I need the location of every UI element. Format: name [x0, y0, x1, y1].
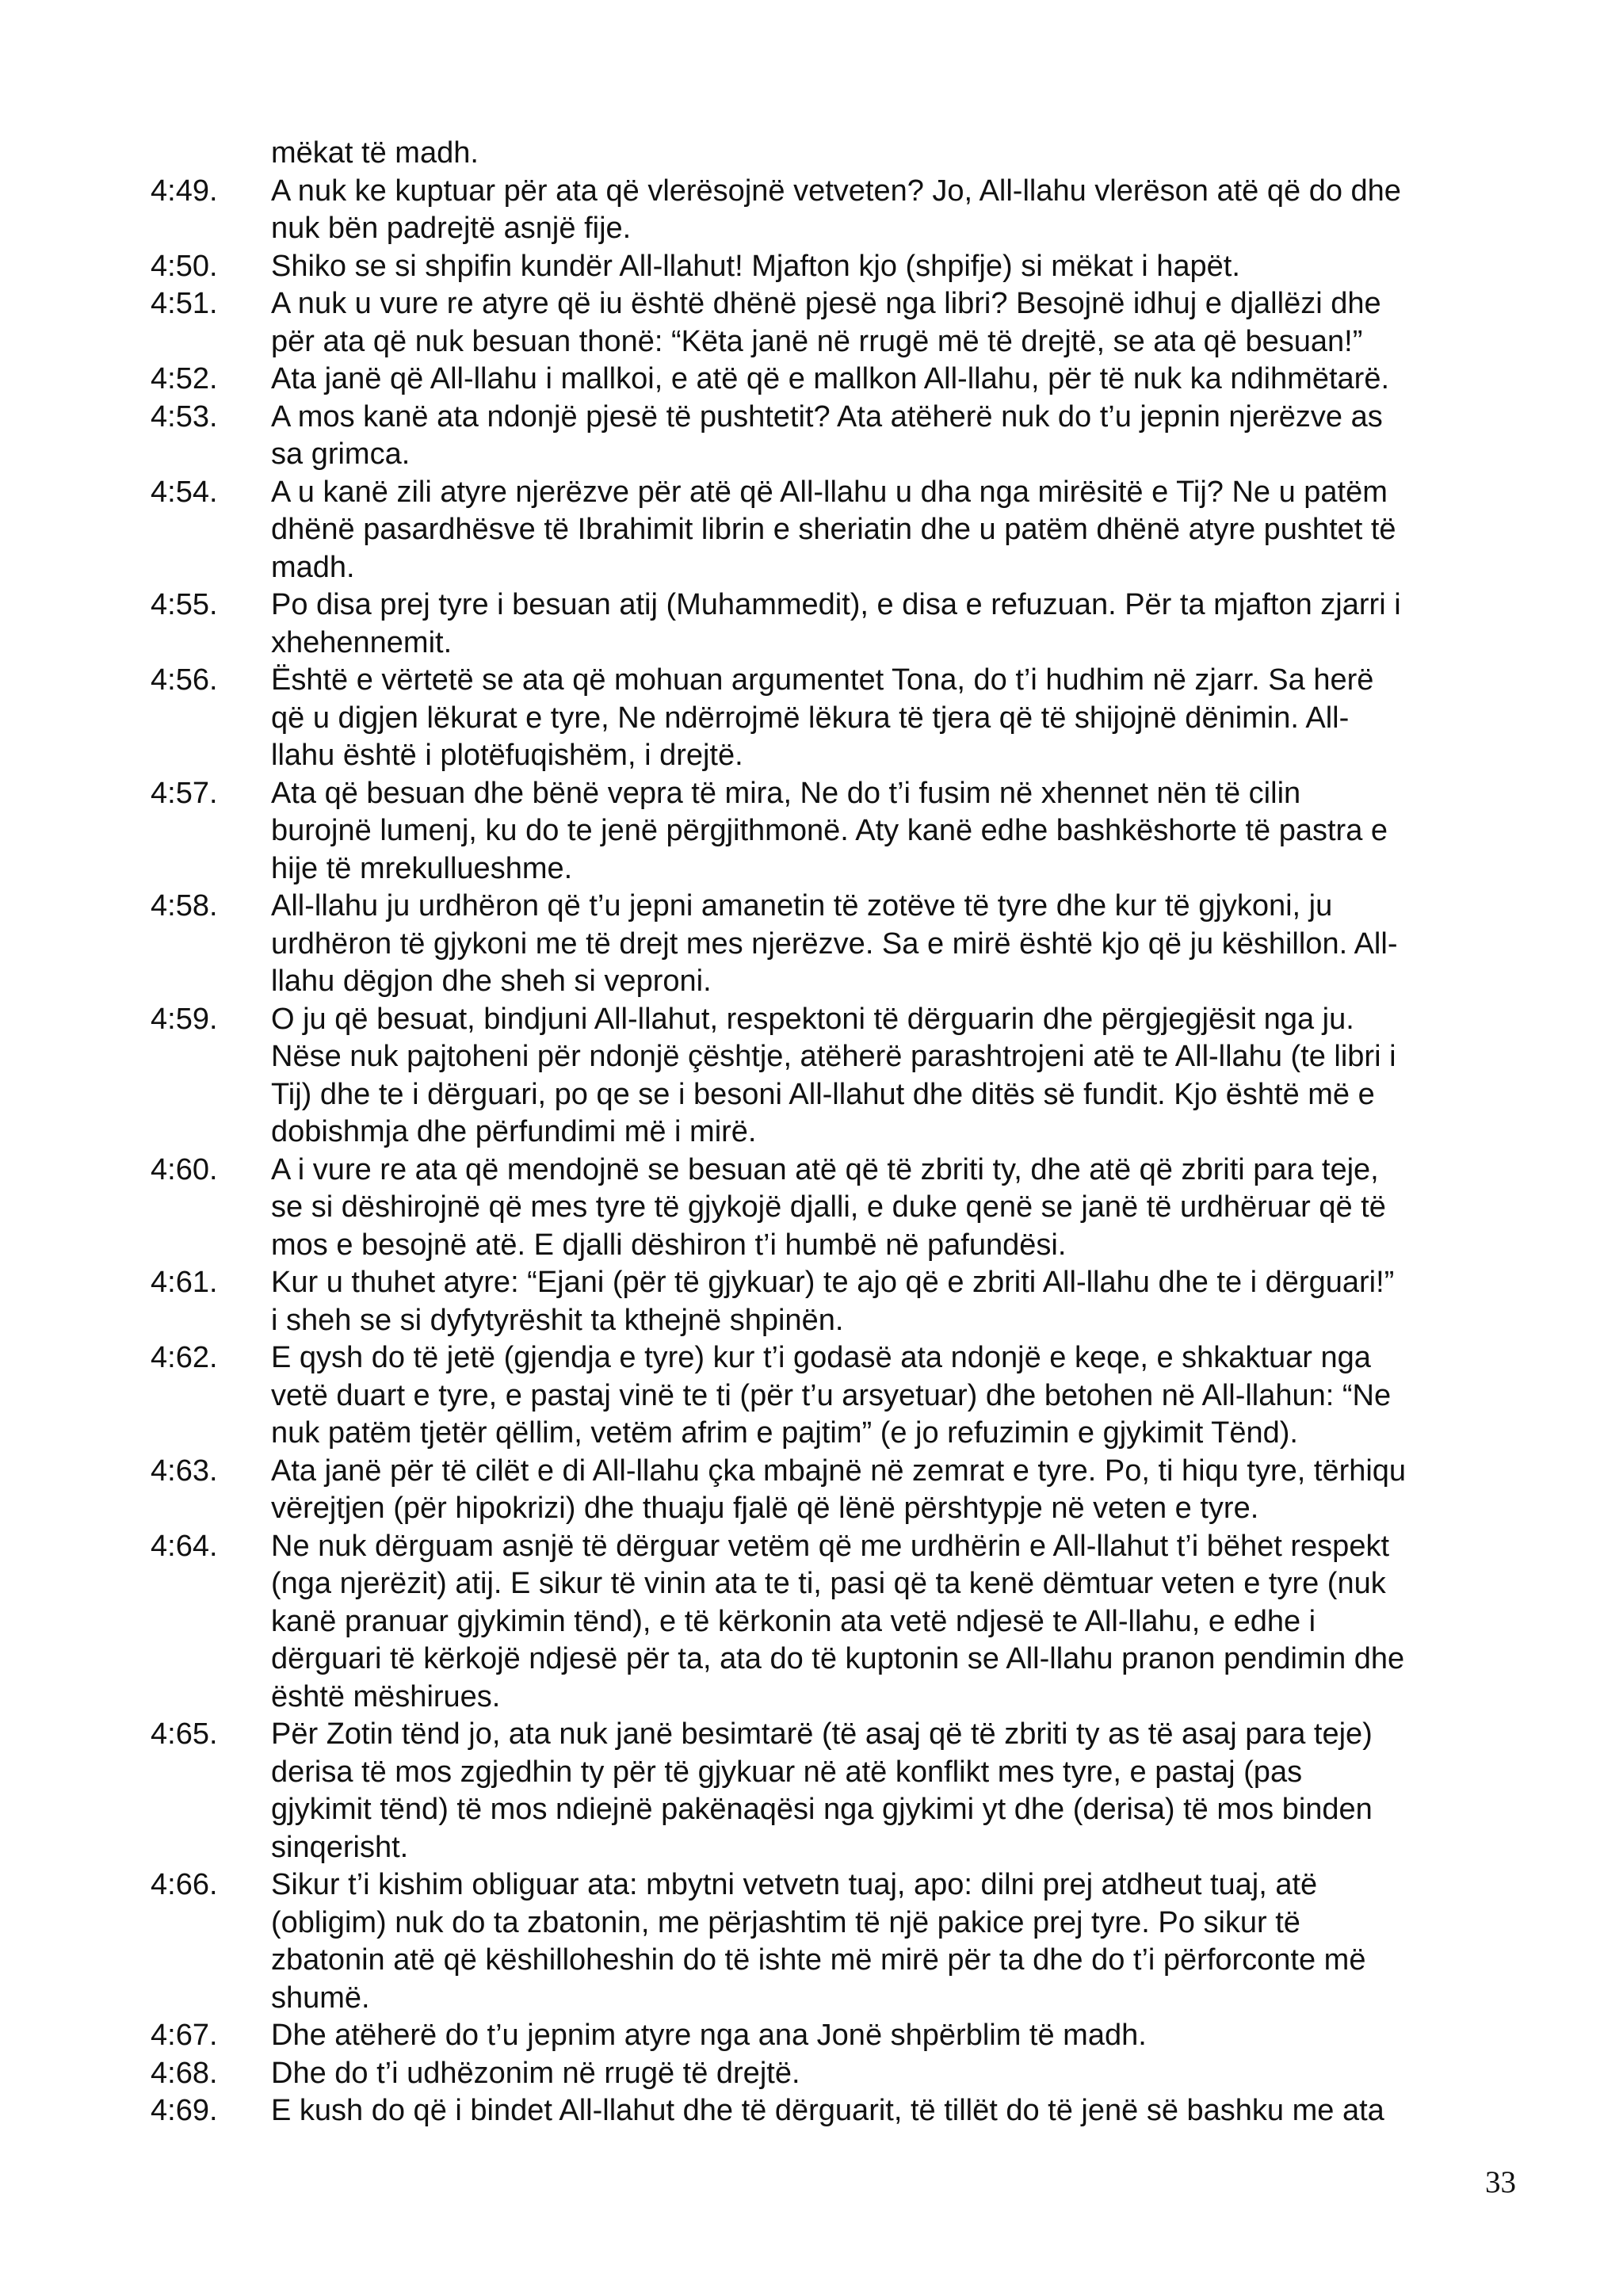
verse-text: E qysh do të jetë (gjendja e tyre) kur t’i godasë ata ndonjë e keqe, e shkaktuar nga vetë duart e tyre, e pastaj vinë te ti (për t’u arsyetuar) dhe betohen në All-llahun: “Ne nuk patëm tjetër qëllim, vetëm afrim e pajtim” (e jo refuzimin e gjykimit Tënd). — [271, 1341, 1392, 1450]
verse-number: 4:68. — [151, 2056, 218, 2090]
page-number: 33 — [1485, 2165, 1516, 2199]
verse-number: 4:63. — [151, 1454, 218, 1488]
verse-text: Dhe do t’i udhëzonim në rrugë të drejtë. — [271, 2056, 800, 2090]
verse-number: 4:66. — [151, 1868, 218, 1901]
verse-number: 4:67. — [151, 2019, 218, 2052]
verse-number: 4:61. — [151, 1266, 218, 1299]
verse-text: Sikur t’i kishim obliguar ata: mbytni vetvetn tuaj, apo: dilni prej atdheut tuaj, atë (obligim) nuk do ta zbatonin, me përjashtim të një pakice prej tyre. Po sikur të zbatonin atë që këshilloheshin do të ishte më mirë për ta dhe do t’i përforconte më shumë. — [271, 1868, 1366, 2015]
verse-text: Dhe atëherë do t’u jepnim atyre nga ana Jonë shpërblim të madh. — [271, 2019, 1147, 2052]
verse-item — [151, 662, 1514, 775]
verse-text: Kur u thuhet atyre: “Ejani (për të gjykuar) te ajo që e zbriti All-llahu dhe te i dërguari!” i sheh se si dyfytyrëshit ta kthejnë shpinën. — [271, 1266, 1395, 1337]
verse-text: Ata janë që All-llahu i mallkoi, e atë që e mallkon All-llahu, për të nuk ka ndihmëtarë. — [271, 362, 1390, 395]
verse-item — [151, 1339, 1514, 1453]
verse-item — [151, 1866, 1514, 2017]
verse-number: 4:49. — [151, 174, 218, 208]
verse-text: A nuk ke kuptuar për ata që vlerësojnë vetveten? Jo, All-llahu vlerëson atë që do dhe nuk bën padrejtë asnjë fije. — [271, 174, 1401, 245]
verse-number: 4:65. — [151, 1717, 218, 1751]
verse-text: A i vure re ata që mendojnë se besuan atë që të zbriti ty, dhe atë që zbriti para teje, se si dëshirojnë që mes tyre të gjykojë djalli, e duke qenë se janë të urdhëruar që të mos e besojnë atë. E djalli dëshiron t’i humbë në pafundësi. — [271, 1152, 1386, 1262]
verse-number: 4:50. — [151, 249, 218, 283]
verse-text: E kush do që i bindet All-llahut dhe të dërguarit, të tillët do të jenë së bashku me ata — [271, 2094, 1384, 2127]
verse-text: O ju që besuat, bindjuni All-llahut, respektoni të dërguarin dhe përgjegjësit nga ju. Nëse nuk pajtoheni për ndonjë çështje, atëherë parashtrojeni atë te All-llahu (te libri i Tij) dhe te i dërguari, po qe se i besoni All-llahut dhe ditës së fundit. Kjo është më e dobishmja dhe përfundimi më i mirë. — [271, 1002, 1396, 1148]
verse-text: Ata që besuan dhe bënë vepra të mira, Ne do t’i fusim në xhennet nën të cilin burojnë lumenj, ku do te jenë përgjithmonë. Aty kanë edhe bashkëshorte të pastra e hije të mrekullueshme. — [271, 776, 1388, 885]
verse-item — [151, 1001, 1514, 1152]
verse-number: 4:52. — [151, 362, 218, 395]
verse-text: A nuk u vure re atyre që iu është dhënë pjesë nga libri? Besojnë idhuj e djallëzi dhe për ata që nuk besuan thonë: “Këta janë në rrugë më të drejtë, se ata që besuan!” — [271, 287, 1381, 358]
verse-number: 4:64. — [151, 1529, 218, 1563]
verse-number: 4:57. — [151, 776, 218, 810]
verse-text: A mos kanë ata ndonjë pjesë të pushtetit? Ata atëherë nuk do t’u jepnin njerëzve as sa grimca. — [271, 399, 1383, 471]
verse-text: Shiko se si shpifin kundër All-llahut! Mjafton kjo (shpifje) si mëkat i hapët. — [271, 249, 1240, 283]
verse-number: 4:60. — [151, 1152, 218, 1186]
verse-text: A u kanë zili atyre njerëzve për atë që All-llahu u dha nga mirësitë e Tij? Ne u patëm dhënë pasardhësve të Ibrahimit librin e sheriatin dhe u patëm dhënë atyre pushtet të madh. — [271, 475, 1396, 584]
verse-item — [151, 399, 1514, 474]
verse-text: Ata janë për të cilët e di All-llahu çka mbajnë në zemrat e tyre. Po, ti hiqu tyre, tërhiqu vërejtjen (për hipokrizi) dhe thuaju fjalë që lënë përshtypje në veten e tyre. — [271, 1454, 1407, 1525]
verse-item — [151, 474, 1514, 587]
verse-text: Ne nuk dërguam asnjë të dërguar vetëm që me urdhërin e All-llahut t’i bëhet respekt (nga njerëzit) atij. E sikur të vinin ata te ti, pasi që ta kenë dëmtuar veten e tyre (nuk kanë pranuar gjykimin tënd), e të kërkonin ata vetë ndjesë te All-llahu, e edhe i dërguari të kërkojë ndjesë për ta, ata do të kuptonin se All-llahu pranon pendimin dhe është mëshirues. — [271, 1529, 1405, 1713]
verse-text: mëkat të madh. — [271, 136, 479, 170]
verse-item — [151, 1152, 1514, 1265]
verse-item — [151, 888, 1514, 1001]
verse-number: 4:59. — [151, 1002, 218, 1036]
verse-item — [151, 1716, 1514, 1866]
verse-item — [151, 2055, 1514, 2093]
verse-number: 4:53. — [151, 399, 218, 434]
verse-number: 4:54. — [151, 475, 218, 509]
verse-number: 4:58. — [151, 889, 218, 923]
verse-number: 4:51. — [151, 287, 218, 320]
verse-item — [151, 1528, 1514, 1717]
verse-number: 4:55. — [151, 588, 218, 621]
verse-item — [151, 248, 1514, 286]
verse-text: Po disa prej tyre i besuan atij (Muhammedit), e disa e refuzuan. Për ta mjafton zjarri i xhehennemit. — [271, 588, 1401, 659]
verse-text: All-llahu ju urdhëron që t’u jepni amanetin të zotëve të tyre dhe kur të gjykoni, ju urdhëron të gjykoni me të drejt mes njerëzve. Sa e mirë është kjo që ju këshillon. All- llahu dëgjon dhe sheh si vepronі. — [271, 889, 1398, 998]
verse-text: Është e vërtetë se ata që mohuan argumentet Tona, do t’i hudhim në zjarr. Sa herë që u digjen lëkurat e tyre, Ne ndërrojmë lëkura të tjera që të shijojnë dënimin. All- llahu është i plotëfuqishëm, i drejtë. — [271, 663, 1374, 772]
verse-number — [151, 135, 271, 173]
verse-item — [151, 1264, 1514, 1339]
verse-list — [151, 135, 1514, 2130]
verse-item — [151, 1453, 1514, 1528]
verse-number: 4:56. — [151, 663, 218, 697]
verse-number: 4:69. — [151, 2094, 218, 2127]
verse-item — [151, 361, 1514, 399]
verse-item — [151, 2017, 1514, 2055]
verse-text: Për Zotin tënd jo, ata nuk janë besimtarë (të asaj që të zbriti ty as të asaj para teje) derisa të mos zgjedhin ty për të gjykuar në atë konflikt mes tyre, e pastaj (pas gjykimit tënd) të mos ndiejnë pakënaqësi nga gjykimi yt dhe (derisa) të mos binden sinqerisht. — [271, 1717, 1373, 1864]
verse-item — [151, 135, 1514, 173]
verse-item — [151, 285, 1514, 361]
verse-item — [151, 586, 1514, 662]
verse-item — [151, 775, 1514, 888]
verse-item — [151, 173, 1514, 248]
verse-item — [151, 2092, 1514, 2130]
verse-number: 4:62. — [151, 1341, 218, 1374]
